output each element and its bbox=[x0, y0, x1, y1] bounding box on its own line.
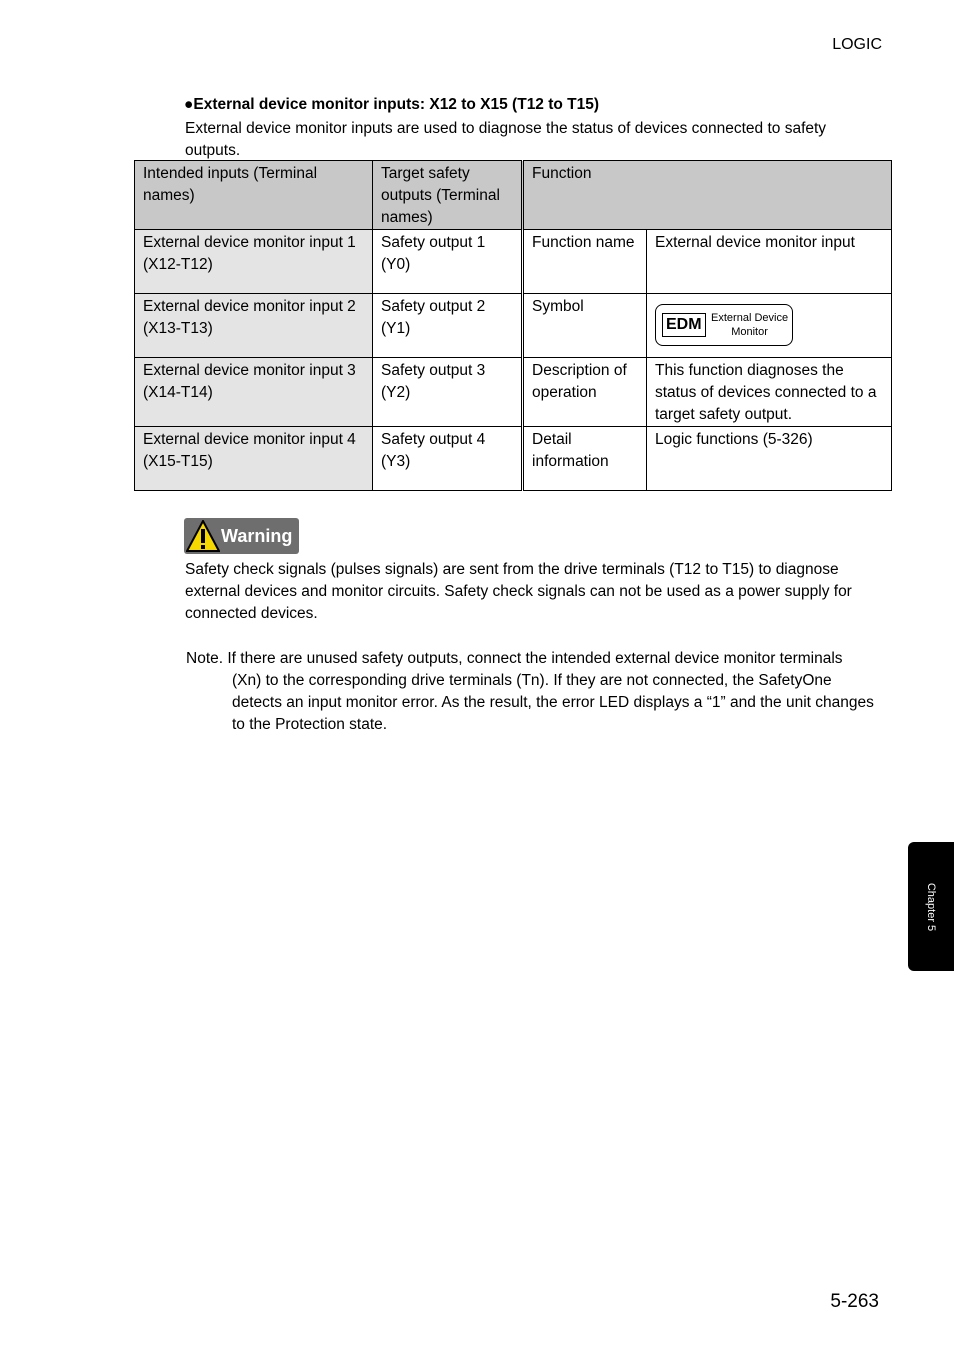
input-spec-table bbox=[134, 160, 892, 491]
edm-label-line2: Monitor bbox=[731, 326, 768, 338]
cell-value: Logic functions (5-326) bbox=[647, 427, 892, 491]
note-continuation: (Xn) to the corresponding drive terminals (Tn). If they are not connected, the SafetyOne detects an input monitor error. As the result, the error LED displays a “1” and the unit changes to the Protection state. bbox=[232, 672, 874, 733]
cell-attribute: Detail information bbox=[523, 427, 647, 491]
chapter-label: Chapter 5 bbox=[925, 882, 937, 931]
cell-input: External device monitor input 3 (X14-T14) bbox=[135, 358, 373, 427]
page-number: 5-263 bbox=[830, 1291, 879, 1312]
warning-triangle-icon bbox=[186, 520, 220, 552]
cell-input: External device monitor input 1 (X12-T12) bbox=[135, 230, 373, 294]
cell-output: Safety output 1 (Y0) bbox=[373, 230, 523, 294]
table-row bbox=[135, 427, 892, 491]
note-first-line: Note. If there are unused safety outputs, connect the intended external device monitor terminals bbox=[186, 650, 843, 667]
table-header-row bbox=[135, 161, 892, 230]
header-target-outputs: Target safety outputs (Terminal names) bbox=[373, 161, 523, 230]
cell-output: Safety output 2 (Y1) bbox=[373, 294, 523, 358]
warning-text: Safety check signals (pulses signals) are sent from the drive terminals (T12 to T15) to diagnose external devices and monitor circuits. Safety check signals can not be used as a power supply for connected devices. bbox=[185, 561, 852, 622]
cell-input: External device monitor input 4 (X15-T15) bbox=[135, 427, 373, 491]
section-title: ●External device monitor inputs: X12 to X15 (T12 to T15) bbox=[184, 96, 600, 113]
edm-label bbox=[708, 311, 792, 339]
cell-output: Safety output 3 (Y2) bbox=[373, 358, 523, 427]
cell-symbol bbox=[647, 294, 892, 358]
table-row bbox=[135, 230, 892, 294]
cell-value: This function diagnoses the status of devices connected to a target safety output. bbox=[647, 358, 892, 427]
section-intro: External device monitor inputs are used to diagnose the status of devices connected to safety outputs. bbox=[185, 120, 827, 159]
edm-label-line1: External Device bbox=[711, 312, 789, 324]
edm-abbreviation: EDM bbox=[662, 313, 706, 337]
warning-badge bbox=[184, 518, 299, 554]
note bbox=[186, 648, 876, 736]
cell-value: External device monitor input bbox=[647, 230, 892, 294]
header-section-label: LOGIC bbox=[832, 36, 882, 53]
table-row bbox=[135, 294, 892, 358]
chapter-tab bbox=[908, 842, 954, 971]
header-function: Function bbox=[523, 161, 892, 230]
cell-attribute: Description of operation bbox=[523, 358, 647, 427]
cell-attribute: Function name bbox=[523, 230, 647, 294]
table-row bbox=[135, 358, 892, 427]
header-intended-inputs: Intended inputs (Terminal names) bbox=[135, 161, 373, 230]
cell-output: Safety output 4 (Y3) bbox=[373, 427, 523, 491]
warning-label: Warning bbox=[221, 525, 293, 546]
edm-symbol bbox=[655, 304, 793, 346]
cell-attribute: Symbol bbox=[523, 294, 647, 358]
cell-input: External device monitor input 2 (X13-T13) bbox=[135, 294, 373, 358]
